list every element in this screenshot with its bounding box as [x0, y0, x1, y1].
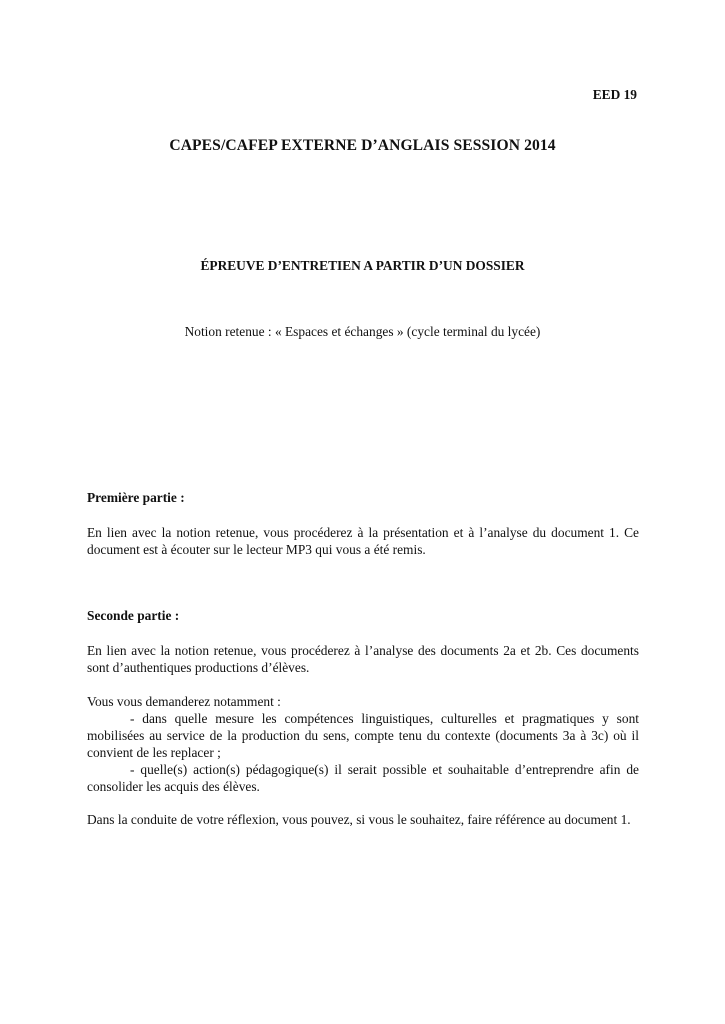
part2-intro-block [87, 642, 639, 676]
document-title: CAPES/CAFEP EXTERNE D’ANGLAIS SESSION 2014 [169, 137, 556, 154]
part2-section [87, 607, 639, 624]
part1-section [87, 489, 639, 506]
notion-statement: Notion retenue : « Espaces et échanges » (cycle terminal du lycée) [184, 324, 541, 339]
part2-item-2: - quelle(s) action(s) pédagogique(s) il serait possible et souhaitable d’entreprendre afin de consolider les acquis des élèves. [87, 762, 639, 794]
part2-lead: Vous vous demanderez notamment : [87, 694, 281, 709]
part2-intro: En lien avec la notion retenue, vous procéderez à l’analyse des documents 2a et 2b. Ces documents sont d’authentiques productions d’élèves. [87, 643, 639, 675]
part1-heading: Première partie : [87, 490, 185, 505]
document-code: EED 19 [592, 87, 637, 102]
part2-heading: Seconde partie : [87, 608, 180, 623]
part2-item-1: - dans quelle mesure les compétences linguistiques, culturelles et pragmatiques y sont mobilisées au service de la production du sens, compte tenu du contexte (documents 3a à 3c) où il convient de les replacer ; [87, 711, 639, 760]
part1-text: En lien avec la notion retenue, vous procéderez à la présentation et à l’analyse du document 1. Ce document est à écouter sur le lecteur MP3 qui vous a été remis. [87, 525, 639, 557]
part2-questions-block [87, 693, 639, 795]
part2-closing: Dans la conduite de votre réflexion, vous pouvez, si vous le souhaitez, faire référence au document 1. [87, 812, 631, 827]
part1-body [87, 524, 639, 558]
part2-closing-block [87, 811, 639, 828]
document-subtitle: ÉPREUVE D’ENTRETIEN A PARTIR D’UN DOSSIER [200, 258, 525, 273]
